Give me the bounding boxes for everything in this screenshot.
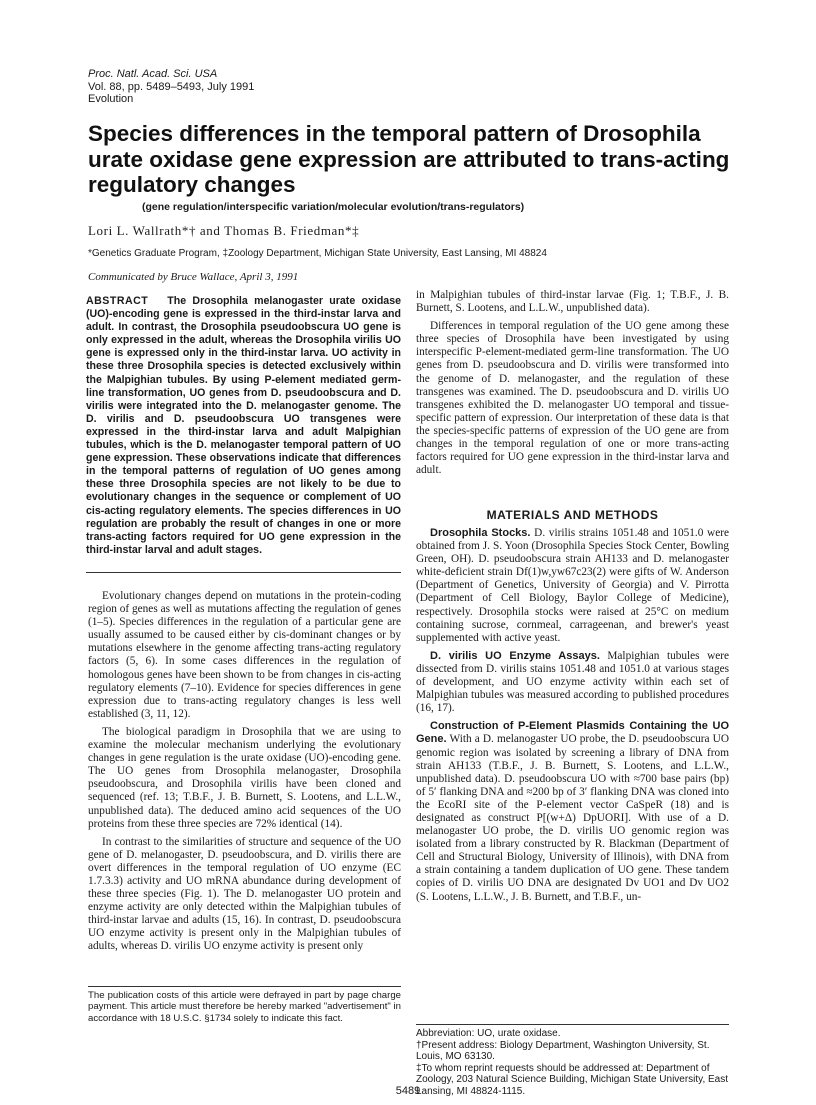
introduction: [88, 590, 401, 954]
authors: Lori L. Wallrath*† and Thomas B. Friedman*‡: [88, 223, 360, 238]
footnote-present-address: †Present address: Biology Department, Washington University, St. Louis, MO 63130.: [416, 1039, 710, 1062]
methods: [416, 527, 729, 904]
keywords: (gene regulation/interspecific variation/molecular evolution/trans-regulators): [142, 201, 525, 213]
footnote-reprints: ‡To whom reprint requests should be addressed at: Department of Zoology, 203 Natural Science Building, Michigan State University, East Lansing, MI 48824-1115.: [416, 1062, 729, 1097]
methods-paragraph-1: Drosophila Stocks. D. virilis strains 1051.48 and 1051.0 were obtained from J. S. Yoon (Drosophila Species Stock Center, Bowling Green, OH). D. pseudoobscura strain AH133 and D. melanogaster white-deficient strain Df(1)w,yw67c23(2) were gifts of W. Anderson (Department of Genetics, University of Georgia) and V. Pirrotta (Department of Cell Biology, Baylor College of Medicine), respectively. Drosophila stocks were raised at 25°C on medium containing sucrose, cornmeal, carrageenan, and brewer's yeast supplemented with active yeast.: [416, 527, 730, 644]
journal-section: Evolution: [88, 93, 134, 105]
journal-volume: Vol. 88, pp. 5489–5493, July 1991: [88, 80, 255, 93]
intro-paragraph-2: The biological paradigm in Drosophila that we are using to examine the molecular mechanism underlying the evolutionary changes in gene regulation is the urate oxidase (UO)-encoding gene. The UO genes from Drosophila melanogaster, Drosophila pseudoobscura, and Drosophila virilis have been cloned and sequenced (ref. 13; T.B.F., J. B. Burnett, S. Lootens, and L.L.W., unpublished data). The deduced amino acid sequences of the UO proteins from these three species are 72% identical (14).: [88, 725, 401, 830]
page-number: 5489: [395, 1085, 421, 1097]
section-heading: MATERIALS AND METHODS: [486, 508, 659, 522]
methods-heading-1: Drosophila Stocks.: [430, 527, 531, 539]
methods-heading-3: Construction of P-Element Plasmids Containing the UO Gene.: [416, 720, 729, 746]
intro-paragraph-5: Differences in temporal regulation of the UO gene among these three species of Drosophila have been investigated by using interspecific P-element-mediated germ-line transformation. The UO genes from D. pseudoobscura and D. virilis were transformed into the genome of D. melanogaster, and the regulation of these transgenes was examined. The D. pseudoobscura and D. virilis UO transgenes exhibited the D. melanogaster UO temporal and tissue-specific pattern of expression. Our interpretation of these data is that the species-specific patterns of expression of the UO gene are from changes in the temporal regulation of one or more trans-acting factors required for UO gene expression in the third-instar larva and adult.: [416, 320, 729, 477]
abstract-text: The Drosophila melanogaster urate oxidase (UO)-encoding gene is expressed in the third-instar larva and adult. In contrast, the Drosophila pseudoobscura UO gene is only expressed in the adult, whereas the Drosophila virilis UO gene is expressed only in the third-instar larva. UO activity in these three Drosophila species is detected exclusively within the Malpighian tubules. By using P-element mediated germ-line transformation, UO genes from D. pseudoobscura and D. virilis were integrated into the D. melanogaster genome. The D. virilis and D. pseudoobscura UO transgenes were expressed in the third-instar larva and adult Malpighian tubules, which is the D. melanogaster temporal pattern of UO gene expression. These observations indicate that differences in the temporal patterns of regulation of UO genes among these three Drosophila species are not likely to be due to evolutionary changes in the sequence or complement of UO cis-acting regulatory elements. The species differences in UO regulation are probably the result of changes in one or more trans-acting factors required for UO gene expression in the third-instar larval and adult stages.: [86, 295, 401, 556]
journal-header: [88, 68, 254, 106]
methods-heading-2: D. virilis UO Enzyme Assays.: [430, 649, 600, 662]
abstract: [86, 289, 401, 573]
communicated-by: Communicated by Bruce Wallace, April 3, 1991: [88, 271, 299, 283]
methods-paragraph-2: D. virilis UO Enzyme Assays. Malpighian tubules were dissected from D. virilis stains 1051.48 and 1051.0 at various stages of development, and UO enzyme activity within each set of Malpighian tubules was measured according to published procedures (16, 17).: [416, 649, 730, 715]
methods-paragraph-3: Construction of P-Element Plasmids Containing the UO Gene. With a D. melanogaster UO probe, the D. pseudoobscura UO genomic region was isolated by screening a library of DNA from strain AH133 (T.B.F., J. B. Burnett, S. Lootens, and L.L.W., unpublished data). D. pseudoobscura UO with ≈700 base pairs (bp) of 5′ flanking DNA and ≈200 bp of 3′ flanking DNA was cloned into the EcoRI site of the P-element vector CaSpeR (18) and is designated as construct P[(w+Δ) DpUORI]. With use of a D. melanogaster UO probe, the D. virilis UO genomic region was isolated from a library constructed by R. Blackman (Department of Cell and Structural Biology, University of Illinois), with DNA from a strain containing a tandem duplication of UO gene. These tandem copies of D. virilis UO DNA are designated Dv UO1 and Dv UO2 (S. Lootens, L.L.W., J. B. Burnett, and T.B.F., un-: [416, 720, 730, 903]
publication-cost-note: The publication costs of this article were defrayed in part by page charge payment. This article must therefore be hereby marked "advertisement" in accordance with 18 U.S.C. §1734 solely to indicate this fact.: [88, 986, 401, 1024]
journal-name: Proc. Natl. Acad. Sci. USA: [88, 68, 218, 80]
introduction-continued: [416, 289, 729, 477]
abstract-label: ABSTRACT: [86, 295, 149, 307]
affiliation: *Genetics Graduate Program, ‡Zoology Department, Michigan State University, East Lansing, MI 48824: [88, 248, 547, 259]
intro-paragraph-3: In contrast to the similarities of structure and sequence of the UO gene of D. melanogaster, D. pseudoobscura, and D. virilis there are overt differences in the temporal regulation of UO enzyme (EC 1.7.3.3) activity and UO mRNA abundance during development of these three species (Fig. 1). The D. melanogaster UO protein and enzyme activity are only detected within the Malpighian tubules of third-instar larvae and adults (15, 16). In contrast, D. pseudoobscura UO enzyme activity is present only in the Malpighian tubules of adults, whereas D. virilis UO enzyme activity is present only: [88, 835, 401, 953]
intro-paragraph-1: Evolutionary changes depend on mutations in the protein-coding region of genes as well as mutations affecting the regulation of genes (1–5). Species differences in the regulation of a particular gene are usually assumed to be caused either by cis-dominant changes or by mutations elsewhere in the genome affecting trans-acting regulatory factors (5, 6). In some cases differences in the regulation of homologous genes have been shown to be from changes in cis-acting regulatory elements (7–10). Evidence for species differences in gene expression due to trans-acting regulatory changes is less well established (3, 11, 12).: [88, 590, 401, 720]
article-title: Species differences in the temporal pattern of Drosophila urate oxidase gene expression are attributed to trans-acting regulatory changes: [88, 121, 730, 197]
intro-paragraph-4: in Malpighian tubules of third-instar larvae (Fig. 1; T.B.F., J. B. Burnett, S. Lootens, and L.L.W., unpublished data).: [416, 289, 729, 315]
footnote-abbreviation: Abbreviation: UO, urate oxidase.: [416, 1028, 561, 1039]
